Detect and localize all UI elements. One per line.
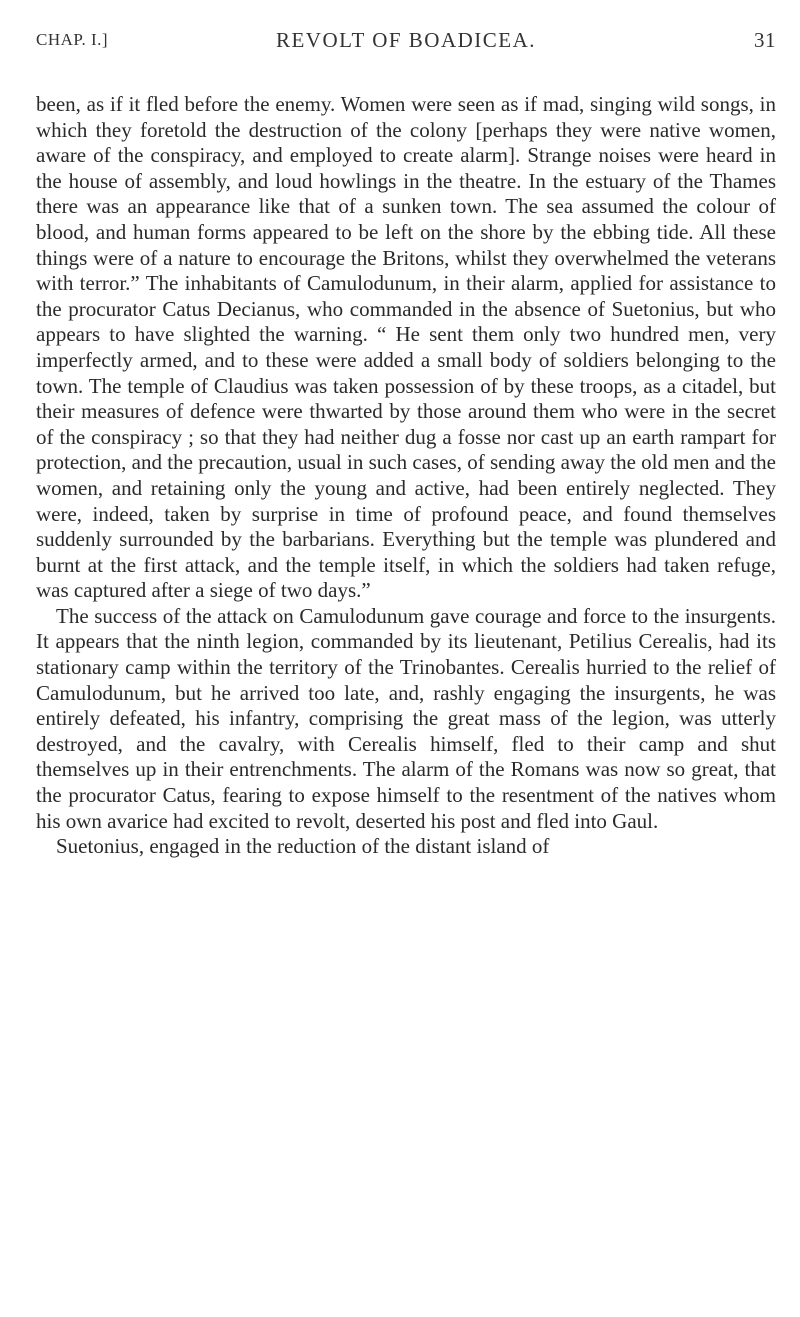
book-page xyxy=(36,24,776,860)
page-title: REVOLT OF BOADICEA. xyxy=(275,28,537,52)
body-text xyxy=(36,92,776,860)
paragraph: The success of the attack on Camulodunum gave courage and force to the insurgents. It appears that the ninth legion, commanded by its lieutenant, Petilius Cerealis, had its stationary camp within the territory of the Trinobantes. Cerealis hurried to the relief of Camulodunum, but he arrived too late, and, rashly engaging the insurgents, he was entirely defeated, his infantry, comprising the great mass of the legion, was utterly destroyed, and the cavalry, with Cerealis himself, fled to their camp and shut themselves up in their entrenchments. The alarm of the Romans was now so great, that the procurator Catus, fearing to expose himself to the resentment of the natives whom his own avarice had excited to revolt, deserted his post and fled into Gaul. xyxy=(36,603,776,833)
running-head xyxy=(36,24,776,56)
paragraph: Suetonius, engaged in the reduction of the distant island of xyxy=(56,834,550,859)
paragraph: been, as if it fled before the enemy. Women were seen as if mad, singing wild songs, in which they foretold the destruction of the colony [perhaps they were native women, aware of the conspiracy, and employed to create alarm]. Strange noises were heard in the house of assembly, and loud howlings in the theatre. In the estuary of the Thames there was an appearance like that of a sunken town. The sea assumed the colour of blood, and human forms appeared to be left on the shore by the ebbing tide. All these things were of a nature to encourage the Britons, whilst they overwhelmed the veterans with terror.” The inhabitants of Camulodunum, in their alarm, applied for assistance to the procurator Catus Decianus, who commanded in the absence of Suetonius, but who appears to have slighted the warning. “ He sent them only two hundred men, very imperfectly armed, and to these were added a small body of soldiers belonging to the town. The temple of Claudius was taken possession of by these troops, as a citadel, but their measures of defence were thwarted by those around them who were in the secret of the conspiracy ; so that they had neither dug a fosse nor cast up an earth rampart for protection, and the precaution, usual in such cases, of sending away the old men and the women, and retaining only the young and active, had been entirely neglected. They were, indeed, taken by surprise in time of profound peace, and found themselves suddenly surrounded by the barbarians. Everything but the temple was plundered and burnt at the first attack, and the temple itself, in which the soldiers had taken refuge, was captured after a siege of two days.” xyxy=(36,92,776,603)
page-number: 31 xyxy=(754,28,776,52)
chapter-reference: CHAP. I.] xyxy=(36,30,109,49)
